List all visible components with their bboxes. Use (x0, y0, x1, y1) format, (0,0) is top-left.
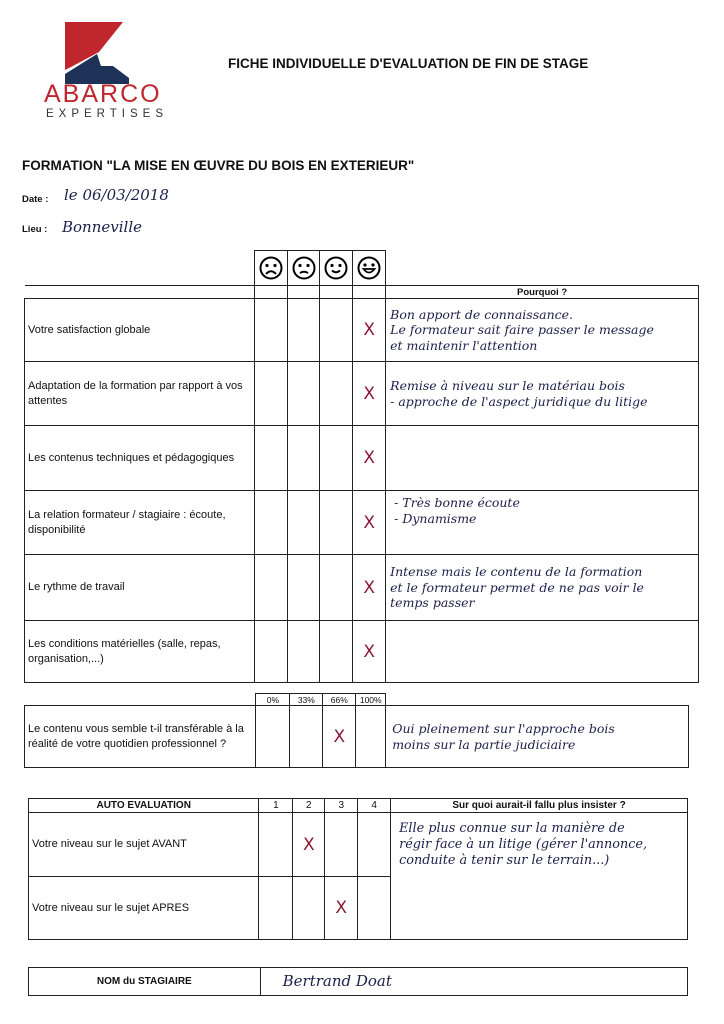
table-row (29, 813, 688, 877)
insist-header: Sur quoi aurait-il fallu plus insister ? (391, 799, 688, 813)
row-label: Votre satisfaction globale (25, 299, 255, 362)
checkbox-mark[interactable]: X (353, 362, 386, 426)
row-label: Votre niveau sur le sujet APRES (29, 877, 259, 940)
checkbox-mark[interactable]: X (323, 706, 356, 768)
comment-line: Bon apport de connaissance. (390, 306, 573, 322)
comment-cell (386, 621, 699, 683)
transfer-col-header: 100% (356, 694, 386, 706)
table-row (25, 362, 699, 426)
transfer-col-header: 0% (256, 694, 290, 706)
lieu-label: Lieu : (22, 224, 48, 235)
comment-cell (386, 299, 699, 362)
comment-line: et le formateur permet de ne pas voir le (390, 579, 644, 595)
transfer-col-header: 66% (323, 694, 356, 706)
transfer-label: Le contenu vous semble t-il transférable à la réalité de votre quotidien professionnel ? (25, 706, 256, 768)
transfer-table (24, 693, 689, 768)
very-happy-face-icon (357, 256, 381, 280)
checkbox-mark[interactable]: X (353, 555, 386, 621)
comment-line: Le formateur sait faire passer le message (390, 322, 654, 338)
comment-line: régir face à un litige (gérer l'annonce, (399, 836, 648, 852)
checkbox-mark[interactable]: X (293, 813, 325, 877)
table-row (25, 706, 689, 768)
date-value: le 06/03/2018 (64, 186, 169, 204)
stagiaire-table (28, 967, 688, 996)
comment-cell (386, 362, 699, 426)
checkbox-mark[interactable]: X (325, 877, 358, 940)
row-label: Les contenus techniques et pédagogiques (25, 426, 255, 491)
table-row (25, 621, 699, 683)
face-col-2 (288, 251, 320, 286)
auto-evaluation-table (28, 798, 688, 940)
row-label: Adaptation de la formation par rapport à vos attentes (25, 362, 255, 426)
level-col-header: 4 (358, 799, 391, 813)
table-row (25, 555, 699, 621)
comment-line: - approche de l'aspect juridique du litige (390, 393, 648, 409)
checkbox-mark[interactable]: X (353, 299, 386, 362)
stagiaire-label: NOM du STAGIAIRE (29, 968, 261, 996)
comment-line: moins sur la partie judiciaire (392, 736, 576, 752)
row-label: Le rythme de travail (25, 555, 255, 621)
comment-line: Elle plus connue sur la manière de (399, 821, 625, 836)
level-col-header: 3 (325, 799, 358, 813)
row-label: Votre niveau sur le sujet AVANT (29, 813, 259, 877)
row-label: Les conditions matérielles (salle, repas, organisation,...) (25, 621, 255, 683)
date-label: Date : (22, 194, 49, 205)
transfer-col-header: 33% (290, 694, 323, 706)
comment-cell (386, 555, 699, 621)
comment-cell (386, 706, 689, 768)
comment-line: Oui pleinement sur l'approche bois (392, 720, 615, 736)
comment-cell (386, 491, 699, 555)
unhappy-face-icon (292, 256, 316, 280)
table-row (25, 491, 699, 555)
row-label: La relation formateur / stagiaire : écoute, disponibilité (25, 491, 255, 555)
checkbox-mark[interactable]: X (353, 426, 386, 491)
very-unhappy-face-icon (259, 256, 283, 280)
comment-line: Intense mais le contenu de la formation (390, 564, 643, 580)
level-col-header: 1 (259, 799, 293, 813)
comment-line: Remise à niveau sur le matériau bois (390, 377, 625, 393)
checkbox-mark[interactable]: X (353, 491, 386, 555)
logo-name: ABARCO (44, 80, 162, 108)
comment-line: conduite à tenir sur le terrain...) (399, 852, 610, 868)
comment-line: - Dynamisme (394, 510, 477, 526)
logo-tagline: EXPERTISES (46, 108, 169, 120)
comment-cell (391, 813, 688, 940)
checkbox-mark[interactable]: X (353, 621, 386, 683)
pourquoi-header: Pourquoi ? (386, 286, 699, 299)
lieu-value: Bonneville (62, 218, 142, 236)
table-row (25, 426, 699, 491)
stagiaire-name: Bertrand Doat (282, 972, 392, 991)
face-col-4 (353, 251, 386, 286)
face-col-1 (255, 251, 288, 286)
comment-cell (386, 426, 699, 491)
comment-line: temps passer (390, 595, 475, 611)
face-col-3 (320, 251, 353, 286)
formation-title: FORMATION "LA MISE EN ŒUVRE DU BOIS EN EXTERIEUR" (22, 158, 415, 173)
stagiaire-name-cell (260, 968, 687, 996)
happy-face-icon (324, 256, 348, 280)
page-title: FICHE INDIVIDUELLE D'EVALUATION DE FIN DE STAGE (228, 56, 589, 71)
logo-emblem-icon (63, 22, 131, 84)
level-col-header: 2 (293, 799, 325, 813)
comment-line: - Très bonne écoute (394, 495, 520, 510)
satisfaction-table (24, 250, 699, 683)
auto-evaluation-header: AUTO EVALUATION (29, 799, 259, 813)
comment-line: et maintenir l'attention (390, 337, 538, 353)
table-row (25, 299, 699, 362)
